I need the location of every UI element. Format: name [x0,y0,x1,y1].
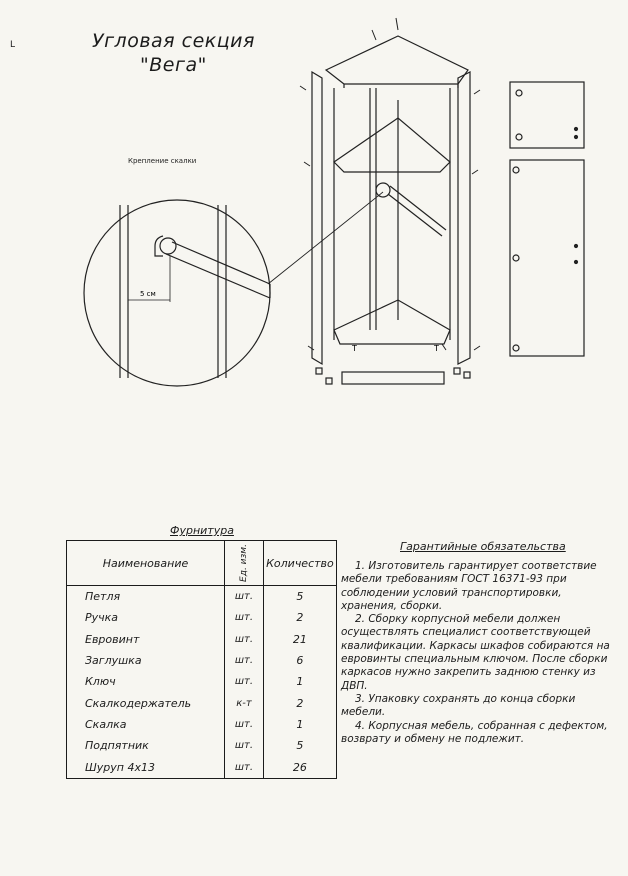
table-row: Петля шт. 5 [67,586,337,608]
door-bottom [510,160,584,356]
warranty-text [341,560,616,746]
warranty-item: 4. Корпусная мебель, собранная с дефектом, возврату и обмену не подлежит. [341,719,608,745]
warranty-item: 3. Упаковку сохранять до конца сборки мебели. [341,692,576,719]
warranty-title: Гарантийные обязательства [400,540,566,553]
detail-view-label: Крепление скалки [128,157,197,165]
table-row: Подпятник шт. 5 [67,735,337,756]
corner-mark: L [10,40,16,50]
assembly-marks [300,18,480,350]
header-unit: Ед. изм. [225,541,264,586]
document-title-line2: "Вега" [140,54,207,76]
header-qty: Количество [263,541,336,586]
warranty-item: 2. Сборку корпусной мебели должен осуществлять специалист соответствующей квалификации. Каркасы шкафов собираются на евровинты специальным ключом. После сборки каркасов нужно закрепить заднюю стенку из ДВП. [341,613,610,692]
shelf-mark: T [434,344,439,353]
shelf-mark: T [352,344,357,353]
table-row: Ручка шт. 2 [67,607,337,628]
cabinet-frame [312,36,470,384]
table-row: Евровинт шт. 21 [67,629,337,650]
warranty-item: 1. Изготовитель гарантирует соответствие мебели требованиям ГОСТ 16371-93 при соблюдении условий транспортировки, хранения, сборки. [341,560,597,612]
table-row: Шуруп 4х13 шт. 26 [67,756,337,778]
rod-holder-detail [84,192,383,386]
document-title-line1: Угловая секция [92,30,255,52]
table-row: Ключ шт. 1 [67,671,337,692]
table-row: Заглушка шт. 6 [67,650,337,671]
table-row: Скалкодержатель к-т 2 [67,692,337,713]
fittings-title: Фурнитура [170,524,234,537]
fittings-table [66,540,337,779]
table-row: Скалка шт. 1 [67,714,337,735]
door-top [510,82,584,148]
dimension-label: 5 см [140,290,156,298]
header-name: Наименование [67,541,225,586]
